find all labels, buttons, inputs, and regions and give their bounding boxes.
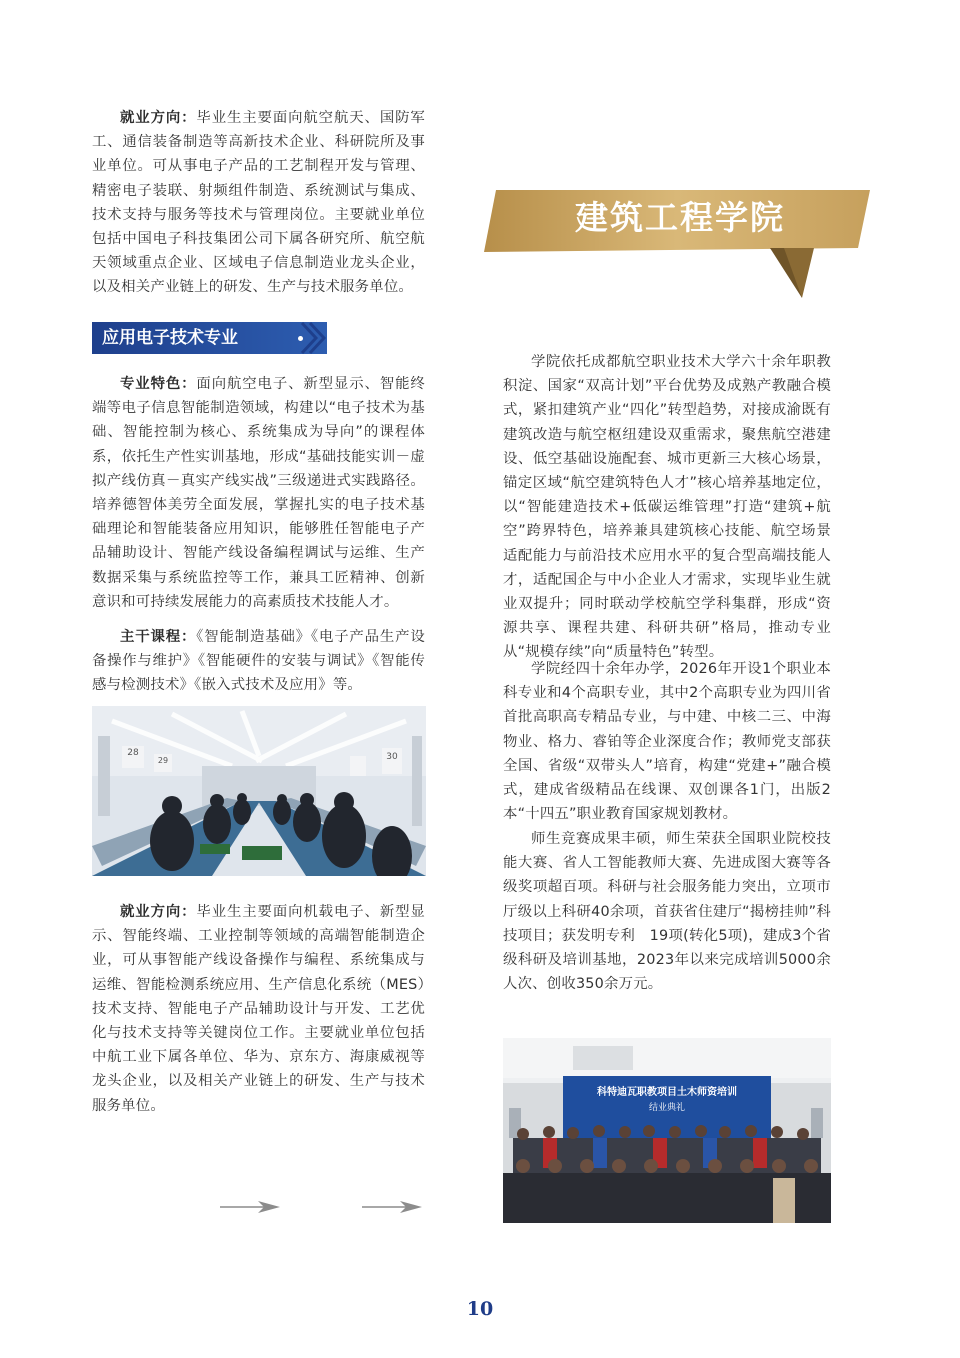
double-chevron-right-icon <box>296 321 326 355</box>
history-text: 学院经四十余年办学，2026年开设1个职业本科专业和4个高职专业，其中2个高职专业为四川省首批高职高专精品专业，与中建、中核二三、中海物业、格力、睿铂等企业深度合作；教师党支部获全国、省级“双带头人”培育，构建“党建+”融合模式，建成省级精品在线课、双创课各1门，出版2本“十四五”职业教育国家规划教材。 <box>503 661 831 823</box>
feature-text: 面向航空电子、新型显示、智能终端等电子信息智能制造领域，构建以“电子技术为基础、智能控制为核心、系统集成为导向”的课程体系，依托生产性实训基地，形成“基础技能实训－虚拟产线仿真－真实产线实战”三级递进式实践路径。培养德智体美劳全面发展，掌握扎实的电子技术基础理论和智能装备应用知识，能够胜任智能电子产品辅助设计、智能产线设备编程调试与运维、生产数据采集与系统监控等工作，兼具工匠精神、创新意识和可持续发展能力的高素质技术技能人才。 <box>92 376 425 610</box>
feature-label: 专业特色： <box>120 376 197 392</box>
employment-label: 就业方向： <box>120 110 197 126</box>
achievements-text: 师生竞赛成果丰硕，师生荣获全国职业院校技能大赛、省人工智能教师大赛、先进成图大赛等各级奖项超百项。科研与社会服务能力突出，立项市厅级以上科研40余项，首获省住建厅“揭榜挂帅”科技项目；获发明专利 19项(转化5项)，建成3个省级科研及培训基地，2023年以来完成培训5000余人次、创收350余万元。 <box>503 831 831 993</box>
wall-sign: 30 <box>386 752 398 762</box>
main-courses-block <box>92 625 425 698</box>
decorative-arrow-icon <box>220 1200 282 1214</box>
employment-direction-block-2 <box>92 900 425 1118</box>
electronics-lab-photo <box>92 706 426 876</box>
section-title-applied-electronics <box>92 322 327 354</box>
major-feature-block <box>92 372 425 614</box>
backdrop-banner-line1: 科特迪瓦职教项目土木师资培训 <box>597 1087 737 1098</box>
section-title-text: 应用电子技术专业 <box>102 328 238 348</box>
wall-sign: 28 <box>127 748 139 758</box>
decorative-arrow-icon <box>362 1200 424 1214</box>
college-intro-paragraph <box>503 350 831 665</box>
employment-label: 就业方向： <box>120 904 197 920</box>
courses-text: 《智能制造基础》《电子产品生产设备操作与维护》《智能硬件的安装与调试》《智能传感与检测技术》《嵌入式技术及应用》等。 <box>92 629 425 694</box>
employment-text: 毕业生主要面向机载电子、新型显示、智能终端、工业控制等领域的高端智能制造企业，可从事智能产线设备操作与编程、系统集成与运维、智能检测系统应用、生产信息化系统（MES）技术支持、智能电子产品辅助设计与开发、工艺优化与技术支持等关键岗位工作。主要就业单位包括中航工业下属各单位、华为、京东方、海康威视等龙头企业，以及相关产业链上的研发、生产与技术服务单位。 <box>92 904 425 1114</box>
intro-text: 学院依托成都航空职业技术大学六十余年职教积淀、国家“双高计划”平台优势及成熟产教融合模式，紧扣建筑产业“四化”转型趋势，对接成渝既有建筑改造与航空枢纽建设双重需求，聚焦航空港建设、低空基础设施配套、城市更新三大核心场景，锚定区域“航空建筑特色人才”核心培养基地定位，以“智能建造技术+低碳运维管理”打造“建筑+航空”跨界特色，培养兼具建筑核心技能、航空场景适配能力与前沿技术应用水平的复合型高端技能人才，适配国企与中小企业人才需求，实现毕业生就业双提升；同时联动学校航空学科集群，形成“资源共享、课程共建、科研共研”格局，推动专业从“规模存续”向“质量特色”转型。 <box>503 354 831 661</box>
page-number: 10 <box>466 1298 494 1320</box>
backdrop-banner-line2: 结业典礼 <box>648 1103 685 1113</box>
employment-text: 毕业生主要面向航空航天、国防军工、通信装备制造等高新技术企业、科研院所及事业单位。可从事电子产品的工艺制程开发与管理、精密电子装联、射频组件制造、系统测试与集成、技术支持与服务等技术与管理岗位。主要就业单位包括中国电子科技集团公司下属各研究所、航空航天领域重点企业、区域电子信息制造业龙头企业，以及相关产业链上的研发、生产与技术服务单位。 <box>92 110 425 296</box>
college-history-paragraph <box>503 657 831 826</box>
wall-sign: 29 <box>157 756 169 765</box>
college-title: 建筑工程学院 <box>575 198 785 237</box>
courses-label: 主干课程： <box>120 629 197 645</box>
employment-direction-block-1 <box>92 106 425 300</box>
graduation-ceremony-photo <box>503 1038 831 1223</box>
college-achievements-paragraph <box>503 827 831 996</box>
